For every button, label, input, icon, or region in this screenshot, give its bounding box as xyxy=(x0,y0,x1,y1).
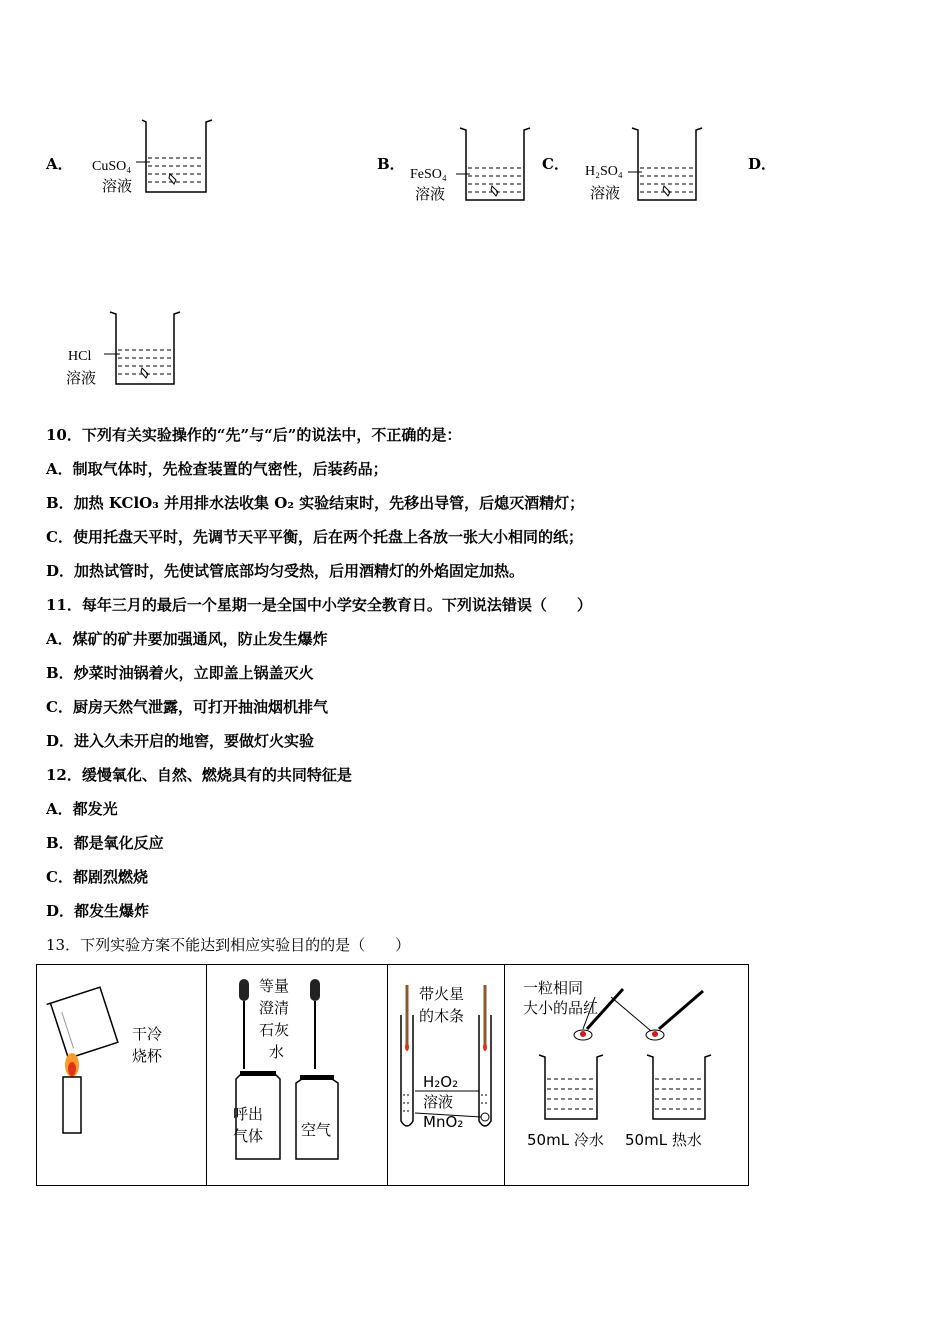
option-letter-b: B． xyxy=(377,155,405,173)
beaker-a-icon xyxy=(136,118,216,198)
cell1-label-1: 干冷 xyxy=(132,1025,163,1043)
q13-figure-table xyxy=(36,964,749,1186)
cell2-label-3: 石灰 xyxy=(259,1021,290,1039)
bottle-2-label: 空气 xyxy=(301,1121,332,1139)
divider xyxy=(504,965,505,1185)
cell3-label-5: MnO₂ xyxy=(423,1113,464,1131)
cell3-label-4: 溶液 xyxy=(423,1093,454,1111)
cell1-label-2: 烧杯 xyxy=(132,1047,163,1065)
q12-option-c: C．都剧烈燃烧 xyxy=(46,868,148,886)
option-a-formula: CuSO₄ xyxy=(92,159,132,174)
cell3-label-2: 的木条 xyxy=(419,1007,465,1025)
divider xyxy=(387,965,388,1185)
q12-option-b: B．都是氧化反应 xyxy=(46,834,164,852)
q12-option-d: D．都发生爆炸 xyxy=(46,902,150,920)
option-letter-d: D． xyxy=(748,155,777,173)
q12-stem: 12．缓慢氧化、自然、燃烧具有的共同特征是 xyxy=(46,766,352,784)
q10-stem: 10．下列有关实验操作的“先”与“后”的说法中，不正确的是： xyxy=(46,426,462,444)
divider xyxy=(206,965,207,1185)
cell4-label-2: 大小的品红 xyxy=(523,999,599,1017)
cell2-label-2: 澄清 xyxy=(259,999,290,1017)
option-c-word: 溶液 xyxy=(590,184,621,202)
option-b-word: 溶液 xyxy=(415,185,446,203)
bottle-1-label-1: 呼出 xyxy=(233,1105,264,1123)
q10-option-a: A．制取气体时，先检查装置的气密性，后装药品； xyxy=(46,460,388,478)
beaker-hot-label: 50mL 热水 xyxy=(625,1131,702,1149)
cell2-label-4: 水 xyxy=(269,1043,285,1061)
beaker-b-icon xyxy=(456,126,536,206)
option-d-word: 溶液 xyxy=(66,369,97,387)
q13-stem: 13．下列实验方案不能达到相应实验目的的是（ ） xyxy=(46,936,411,954)
q11-stem: 11．每年三月的最后一个星期一是全国中小学安全教育日。下列说法错误（ ） xyxy=(46,596,592,614)
option-a-word: 溶液 xyxy=(102,177,133,195)
q10-option-d: D．加热试管时，先使试管底部均匀受热，后用酒精灯的外焰固定加热。 xyxy=(46,562,525,580)
beaker-cold-label: 50mL 冷水 xyxy=(527,1131,604,1149)
cell2-label-1: 等量 xyxy=(259,977,290,995)
cell3-label-1: 带火星 xyxy=(419,985,465,1003)
cell4-label-1: 一粒相同 xyxy=(523,979,584,997)
q10-option-c: C．使用托盘天平时，先调节天平平衡，后在两个托盘上各放一张大小相同的纸； xyxy=(46,528,583,546)
option-letter-c: C． xyxy=(542,155,569,173)
q11-option-c: C．厨房天然气泄露，可打开抽油烟机排气 xyxy=(46,698,328,716)
bottle-1-label-2: 气体 xyxy=(233,1127,264,1145)
q11-option-b: B．炒菜时油锅着火，立即盖上锅盖灭火 xyxy=(46,664,314,682)
q10-option-b: B．加热 KClO₃ 并用排水法收集 O₂ 实验结束时，先移出导管，后熄灭酒精灯； xyxy=(46,494,585,512)
option-c-formula: H₂SO₄ xyxy=(585,164,623,179)
option-d-formula: HCl xyxy=(68,349,92,364)
option-b-formula: FeSO₄ xyxy=(410,167,447,182)
q11-option-d: D．进入久未开启的地窖，要做灯火实验 xyxy=(46,732,315,750)
cell3-label-3: H₂O₂ xyxy=(423,1073,459,1091)
beaker-d-icon xyxy=(104,310,184,390)
beaker-c-icon xyxy=(628,126,708,206)
option-letter-a: A． xyxy=(46,155,73,173)
q12-option-a: A．都发光 xyxy=(46,800,118,818)
q11-option-a: A．煤矿的矿井要加强通风，防止发生爆炸 xyxy=(46,630,328,648)
candle-beaker-icon xyxy=(47,985,127,1135)
